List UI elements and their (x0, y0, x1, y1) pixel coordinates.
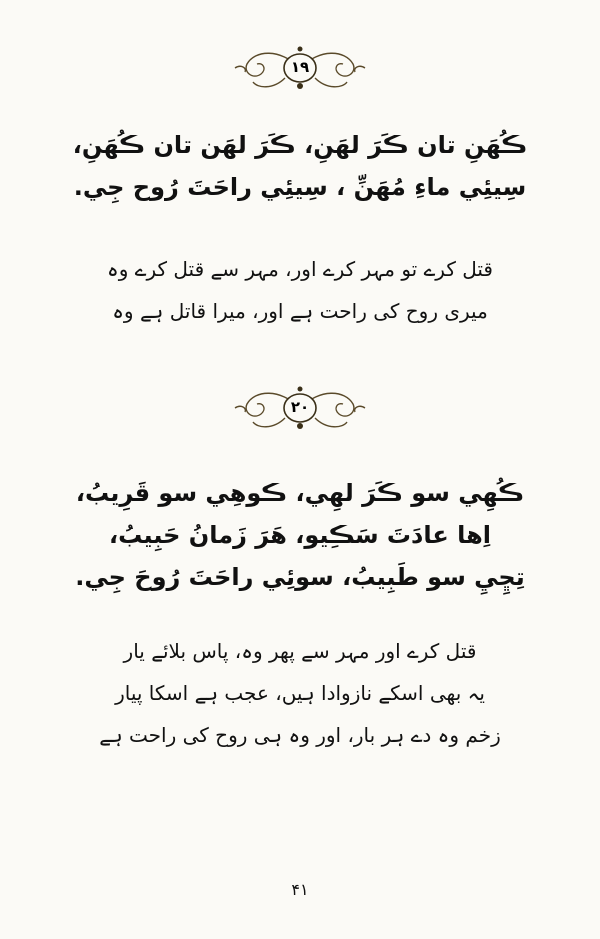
sindhi-verse-19 (70, 124, 530, 208)
page-number: ۴۱ (291, 880, 309, 899)
section-number: ۱۹ (290, 58, 310, 76)
translation-line: قتل کرے اور مہر سے پھر وہ، پاس بلائے یار (123, 639, 477, 663)
verse-line: ڪُھِي سو ڪَرَ لھِي، ڪوھِي سو قَرِيبُ، (75, 479, 525, 507)
verse-line: ڪُھَنِ تان ڪَرَ لھَنِ، ڪَرَ لھَن تان ڪُھَنِ، (72, 131, 528, 159)
section-ornament-20 (225, 378, 375, 438)
translation-line: یہ بھی اسکے نازوادا ہیں، عجب ہے اسکا پیار (115, 681, 485, 705)
sindhi-verse-20 (70, 472, 530, 598)
translation-line: زخم وہ دے ہر بار، اور وہ ہی روح کی راحت ہے (99, 723, 501, 747)
translation-line: قتل کرے تو مہر کرے اور، مہر سے قتل کرے وہ (107, 257, 493, 281)
translation-line: میری روح کی راحت ہے اور، میرا قاتل ہے وہ (112, 299, 488, 323)
section-ornament-19 (225, 38, 375, 98)
verse-line: تِڇِيِ سو طَبِيبُ، سوئِي راحَتَ رُوحَ جِي. (75, 563, 525, 591)
section-number: ۲۰ (290, 398, 310, 416)
verse-line: سِيئِي ماءِ مُھَنِّ ، سِيئِي راحَتَ رُوح جِي. (73, 173, 527, 201)
verse-line: اِھا عادَتَ سَڪِيو، ھَرَ زَمانُ حَبِيبُ، (109, 521, 491, 549)
urdu-translation-19 (70, 248, 530, 332)
urdu-translation-20 (70, 630, 530, 756)
